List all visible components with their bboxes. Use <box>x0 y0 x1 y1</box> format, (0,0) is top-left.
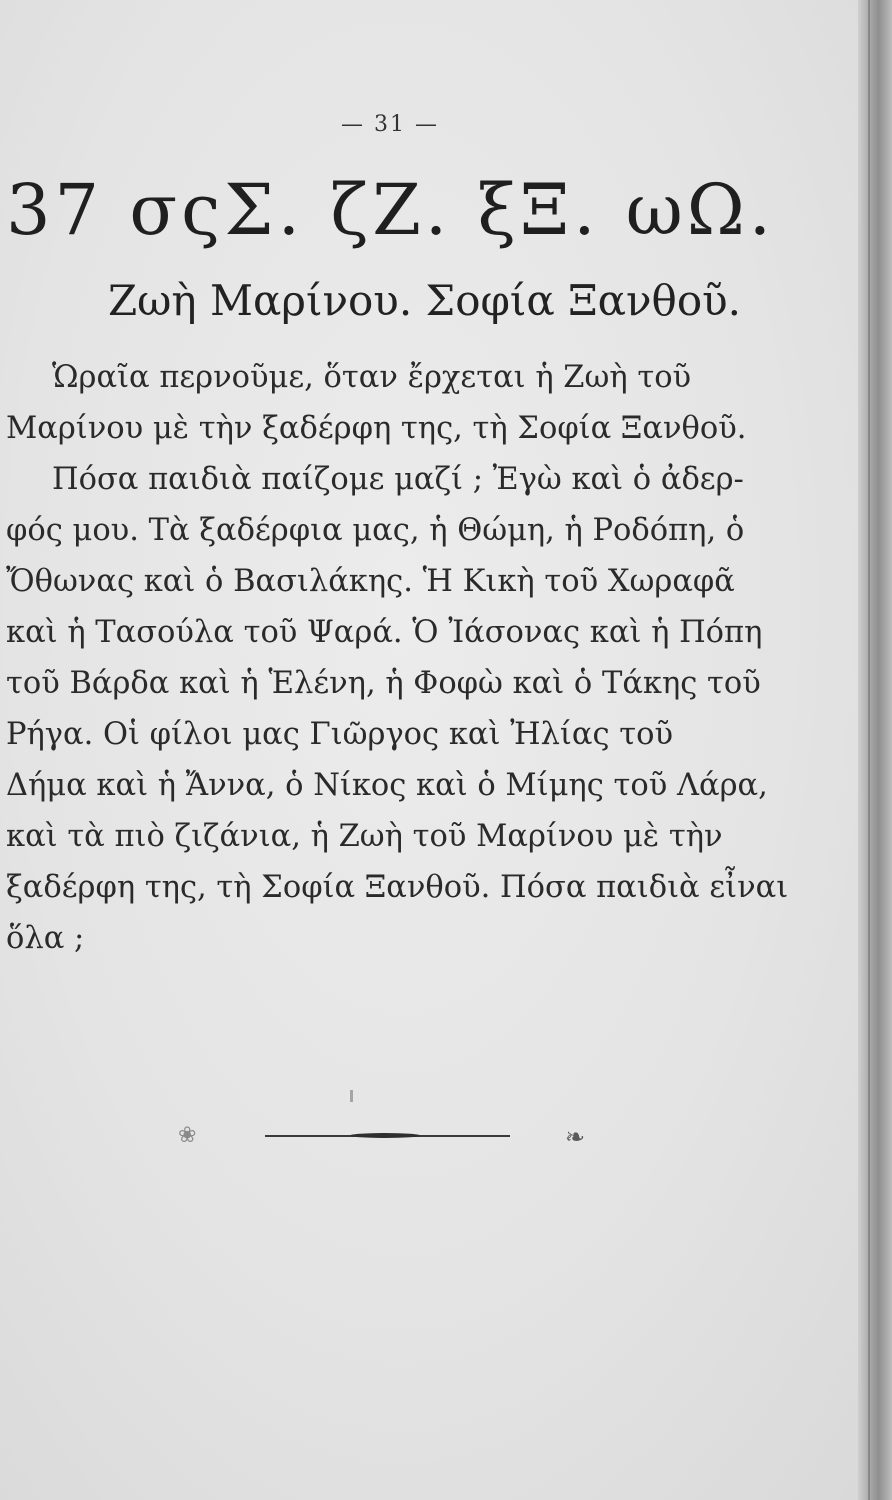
lesson-body-text <box>6 352 790 964</box>
page-number: — 31 — <box>341 112 439 137</box>
leaf-ornament-icon: ❧ <box>565 1123 586 1151</box>
body-line: Δήμα καὶ ἡ Ἄννα, ὁ Νίκος καὶ ὁ Μίμης τοῦ Λάρα, <box>6 768 768 803</box>
body-line: ὅλα ; <box>6 921 85 956</box>
body-line: τοῦ Βάρδα καὶ ἡ Ἑλένη, ἡ Φοφὼ καὶ ὁ Τάκης τοῦ <box>6 666 761 701</box>
body-line: ξαδέρφη της, τὴ Σοφία Ξανθοῦ. Πόσα παιδιὰ εἶναι <box>6 870 789 905</box>
flower-ornament-icon: ❀ <box>178 1123 197 1148</box>
page-binding-edge <box>858 0 892 1500</box>
body-line: Πόσα παιδιὰ παίζομε μαζί ; Ἐγὼ καὶ ὁ ἀδερ- <box>52 462 744 497</box>
ornamental-divider <box>160 1117 630 1157</box>
body-line: Ὄθωνας καὶ ὁ Βασιλάκης. Ἡ Κικὴ τοῦ Χωραφᾶ <box>6 564 735 599</box>
body-line: καὶ ἡ Τασούλα τοῦ Ψαρά. Ὁ Ἰάσονας καὶ ἡ Πόπη <box>6 615 763 650</box>
page-edge-line <box>868 0 870 1500</box>
divider-swell <box>350 1133 420 1138</box>
body-line: καὶ τὰ πιὸ ζιζάνια, ἡ Ζωὴ τοῦ Μαρίνου μὲ τὴν <box>6 819 723 854</box>
body-line: φός μου. Τὰ ξαδέρφια μας, ἡ Θώμη, ἡ Ροδόπη, ὁ <box>6 513 745 548</box>
lesson-subtitle: Ζωὴ Μαρίνου. Σοφία Ξανθοῦ. <box>108 276 741 325</box>
body-line: Ρήγα. Οἱ φίλοι μας Γιῶργος καὶ Ἠλίας τοῦ <box>6 717 674 752</box>
body-line: Ὡραῖα περνοῦμε, ὅταν ἔρχεται ἡ Ζωὴ τοῦ <box>52 360 692 395</box>
lesson-heading: 37 σςΣ. ζΖ. ξΞ. ωΩ. <box>6 169 776 251</box>
ink-speck <box>350 1090 353 1102</box>
body-line: Μαρίνου μὲ τὴν ξαδέρφη της, τὴ Σοφία Ξανθοῦ. <box>6 411 747 446</box>
